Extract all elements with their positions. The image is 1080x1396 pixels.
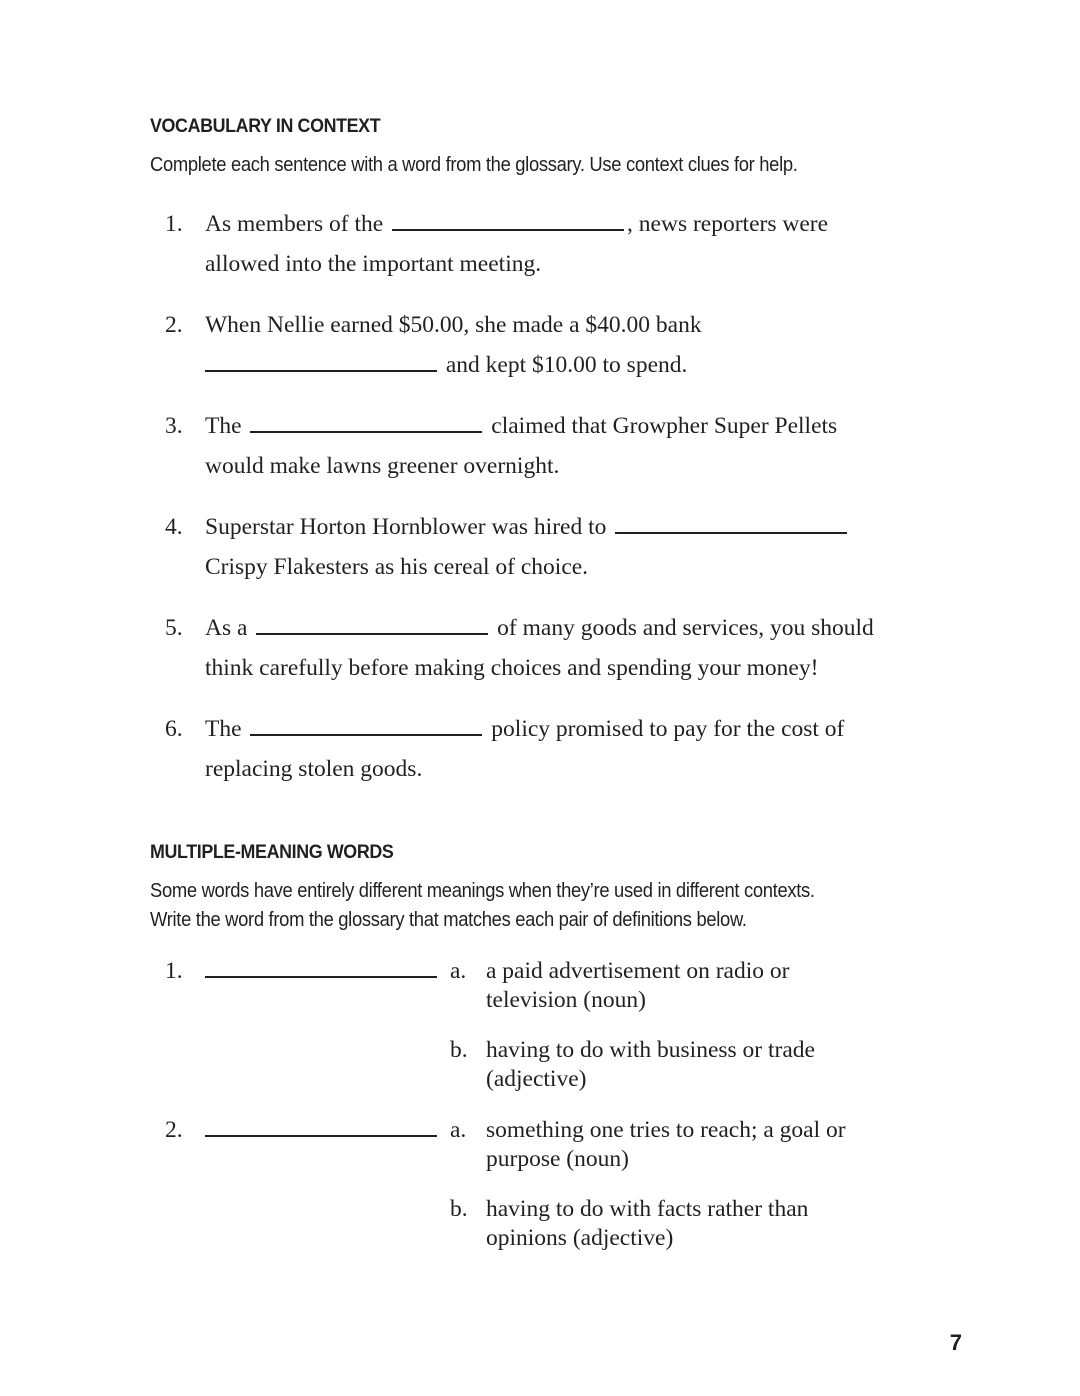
definition-line: opinions (adjective): [486, 1225, 674, 1251]
definition-line: something one tries to reach; a goal or: [486, 1117, 846, 1143]
definition-letter: b.: [450, 1037, 468, 1063]
definition-line: (adjective): [486, 1066, 587, 1092]
definition-letter: a.: [450, 1117, 467, 1143]
multi-instruction-line-1: Some words have entirely different meanings when they’re used in different contexts.: [150, 880, 815, 902]
sentence-text: Superstar Horton Hornblower was hired to: [205, 514, 607, 540]
item-number: 4.: [165, 514, 183, 540]
sentence-text: As members of the: [205, 211, 384, 237]
page-number: 7: [949, 1330, 962, 1355]
item-number: 1.: [165, 958, 183, 984]
vocab-instruction: Complete each sentence with a word from the glossary. Use context clues for help.: [150, 154, 798, 176]
vocab-item-3: [165, 406, 837, 486]
answer-blank[interactable]: [250, 734, 482, 736]
definition-line: television (noun): [486, 987, 646, 1013]
answer-blank[interactable]: [205, 976, 437, 978]
sentence-text: The: [205, 413, 242, 439]
sentence-text: policy promised to pay for the cost of: [491, 716, 845, 742]
sentence-text: The: [205, 716, 242, 742]
multi-item-2: [165, 1116, 437, 1145]
definition-letter: b.: [450, 1196, 468, 1222]
vocab-item-6: [165, 709, 844, 789]
multi-heading: MULTIPLE-MEANING WORDS: [150, 842, 394, 863]
definition-letter: a.: [450, 958, 467, 984]
item-number: 1.: [165, 211, 183, 237]
answer-blank[interactable]: [250, 431, 482, 433]
definition-line: purpose (noun): [486, 1146, 629, 1172]
item-number: 2.: [165, 312, 183, 338]
sentence-text: replacing stolen goods.: [205, 756, 423, 782]
item-number: 3.: [165, 413, 183, 439]
sentence-text: think carefully before making choices and spending your money!: [205, 655, 819, 681]
sentence-text: allowed into the important meeting.: [205, 251, 542, 277]
item-number: 6.: [165, 716, 183, 742]
answer-blank[interactable]: [615, 532, 847, 534]
multi-instruction-line-2: Write the word from the glossary that matches each pair of definitions below.: [150, 909, 747, 931]
vocab-item-4: [165, 507, 850, 587]
sentence-text: , news reporters were: [627, 211, 829, 237]
sentence-text: Crispy Flakesters as his cereal of choice.: [205, 554, 589, 580]
sentence-text: of many goods and services, you should: [497, 615, 874, 641]
sentence-text: would make lawns greener overnight.: [205, 453, 560, 479]
vocab-heading: VOCABULARY IN CONTEXT: [150, 116, 381, 137]
answer-blank[interactable]: [392, 229, 624, 231]
sentence-text: claimed that Growpher Super Pellets: [491, 413, 838, 439]
answer-blank[interactable]: [256, 633, 488, 635]
sentence-text: and kept $10.00 to spend.: [445, 352, 688, 378]
answer-blank[interactable]: [205, 370, 437, 372]
item-number: 5.: [165, 615, 183, 641]
multi-item-1: [165, 957, 437, 986]
item-number: 2.: [165, 1117, 183, 1143]
definition-line: having to do with business or trade: [486, 1037, 815, 1063]
vocab-item-2: [165, 305, 702, 385]
definition-line: having to do with facts rather than: [486, 1196, 809, 1222]
sentence-text: As a: [205, 615, 248, 641]
vocab-item-5: [165, 608, 874, 688]
sentence-text: When Nellie earned $50.00, she made a $40.00 bank: [205, 312, 702, 338]
vocab-item-1: [165, 204, 828, 284]
definition-line: a paid advertisement on radio or: [486, 958, 790, 984]
answer-blank[interactable]: [205, 1135, 437, 1137]
